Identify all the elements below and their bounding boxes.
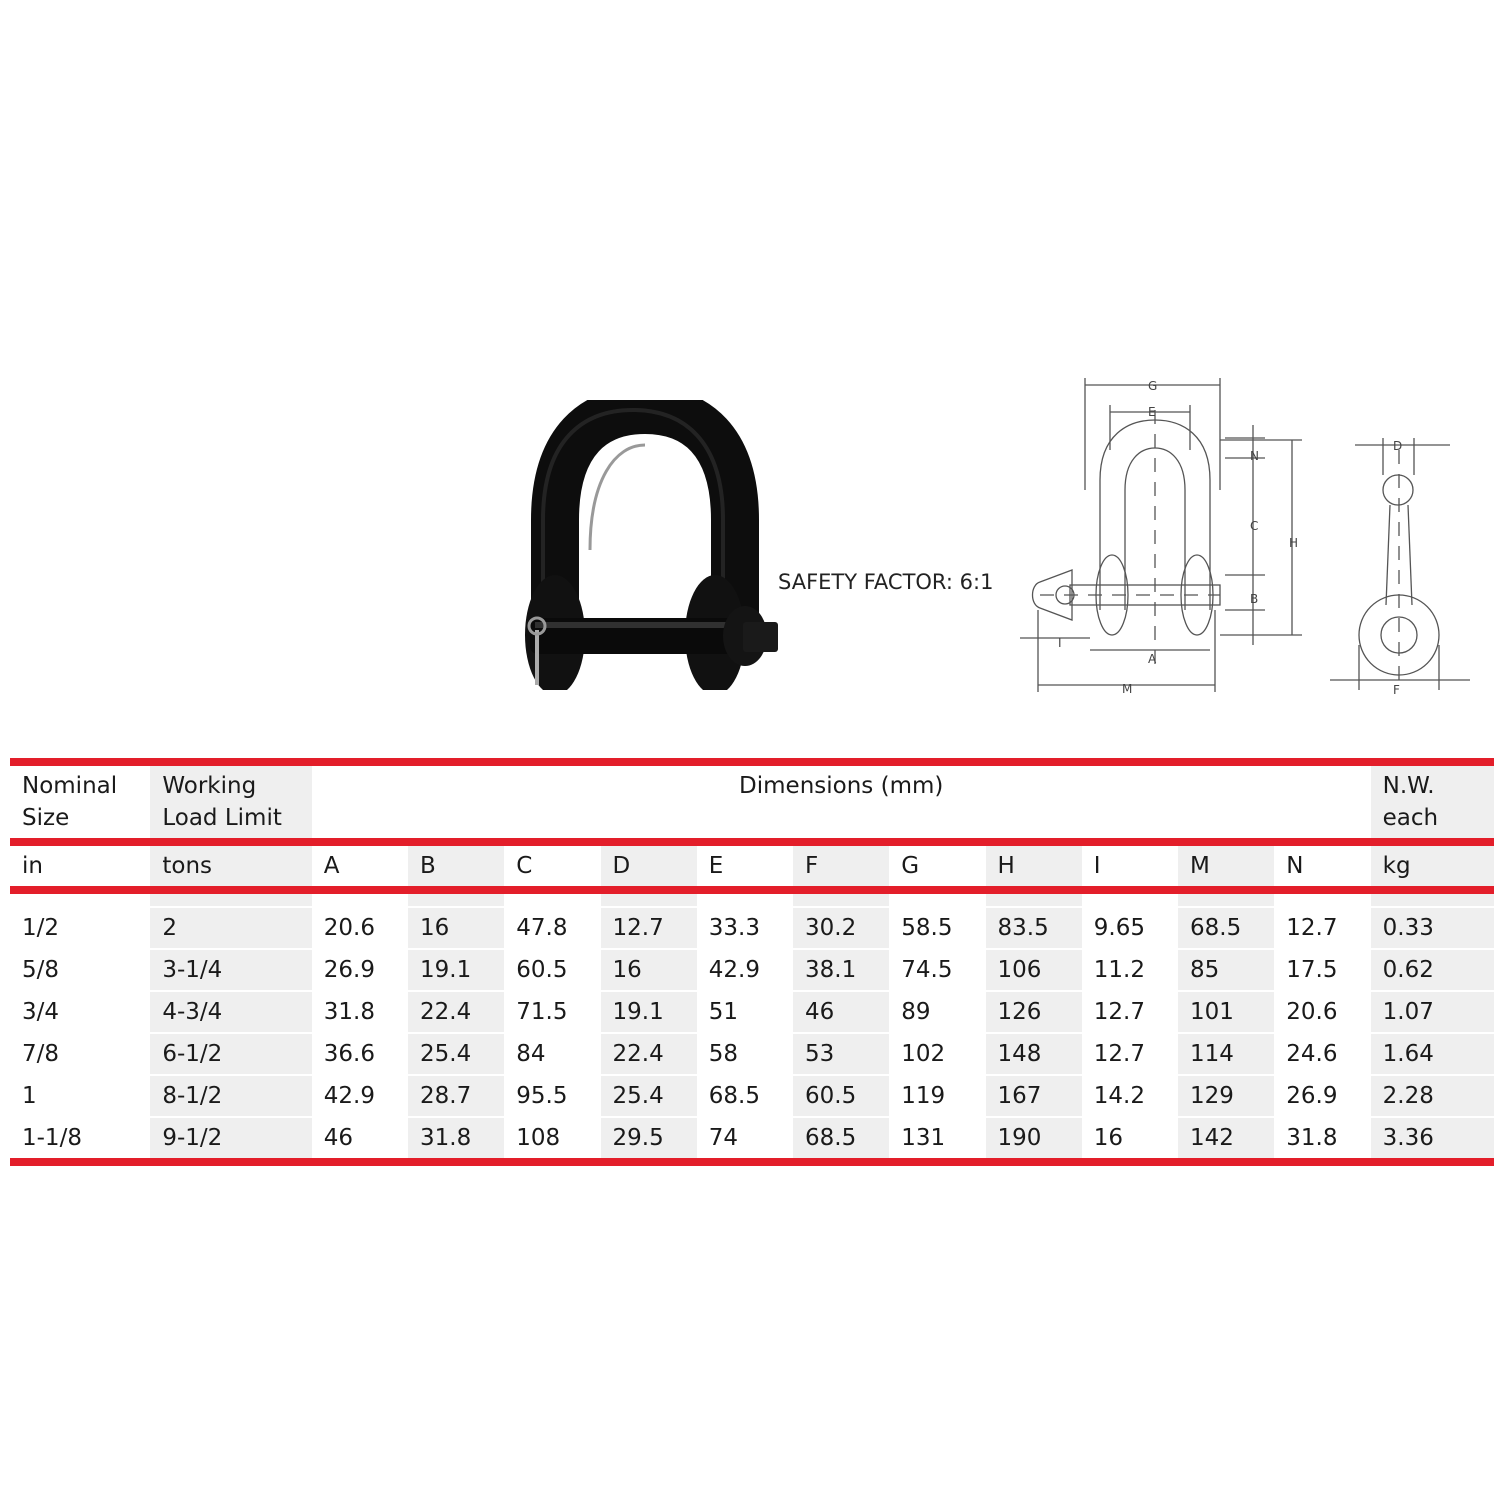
table-cell: 16 <box>601 949 697 991</box>
table-cell: 89 <box>889 991 985 1033</box>
table-cell: 9.65 <box>1082 907 1178 949</box>
table-cell: 22.4 <box>601 1033 697 1075</box>
header-separator <box>10 890 1494 907</box>
table-row <box>10 949 1494 991</box>
table-cell: 24.6 <box>1274 1033 1370 1075</box>
table-cell: 1.64 <box>1371 1033 1494 1075</box>
table-cell: 101 <box>1178 991 1274 1033</box>
table-cell: 126 <box>986 991 1082 1033</box>
table-cell: 131 <box>889 1117 985 1162</box>
table-cell: 84 <box>504 1033 600 1075</box>
header-working-load-limit: Working Load Limit <box>150 762 311 842</box>
product-figures <box>0 360 1500 700</box>
table-cell: 68.5 <box>1178 907 1274 949</box>
unit-cell: in <box>10 842 150 890</box>
table-cell: 31.8 <box>408 1117 504 1162</box>
table-cell: 60.5 <box>504 949 600 991</box>
table-cell: 16 <box>408 907 504 949</box>
unit-cell: H <box>986 842 1082 890</box>
table-cell: 129 <box>1178 1075 1274 1117</box>
table-cell: 71.5 <box>504 991 600 1033</box>
table-cell: 95.5 <box>504 1075 600 1117</box>
table-cell: 28.7 <box>408 1075 504 1117</box>
unit-cell: G <box>889 842 985 890</box>
table-body <box>10 907 1494 1162</box>
table-cell: 31.8 <box>312 991 408 1033</box>
table-cell: 47.8 <box>504 907 600 949</box>
unit-cell: C <box>504 842 600 890</box>
table-cell: 58 <box>697 1033 793 1075</box>
dim-label-d: D <box>1393 439 1403 453</box>
side-dimension-diagram <box>1320 430 1480 700</box>
dim-label-b: B <box>1250 592 1259 606</box>
unit-cell: E <box>697 842 793 890</box>
table-cell: 68.5 <box>697 1075 793 1117</box>
dim-label-m: M <box>1122 682 1133 696</box>
table-cell: 26.9 <box>312 949 408 991</box>
dim-label-a: A <box>1148 652 1157 666</box>
table-cell: 51 <box>697 991 793 1033</box>
header-nominal-size: Nominal Size <box>10 762 150 842</box>
safety-factor-label: SAFETY FACTOR: 6:1 <box>778 570 994 594</box>
header-row-titles <box>10 762 1494 842</box>
table-cell: 12.7 <box>1274 907 1370 949</box>
table-cell: 58.5 <box>889 907 985 949</box>
table-cell: 6-1/2 <box>150 1033 311 1075</box>
table-cell: 85 <box>1178 949 1274 991</box>
table-cell: 4-3/4 <box>150 991 311 1033</box>
table-cell: 60.5 <box>793 1075 889 1117</box>
table-cell: 74.5 <box>889 949 985 991</box>
table-cell: 74 <box>697 1117 793 1162</box>
table-cell: 3/4 <box>10 991 150 1033</box>
unit-cell: F <box>793 842 889 890</box>
dim-label-c: C <box>1250 519 1259 533</box>
table-cell: 2.28 <box>1371 1075 1494 1117</box>
table-cell: 142 <box>1178 1117 1274 1162</box>
specification-table <box>10 758 1494 1166</box>
dim-label-n: N <box>1250 449 1259 463</box>
table-cell: 0.33 <box>1371 907 1494 949</box>
unit-cell: kg <box>1371 842 1494 890</box>
table-cell: 3-1/4 <box>150 949 311 991</box>
table-cell: 0.62 <box>1371 949 1494 991</box>
header-dimensions: Dimensions (mm) <box>312 762 1371 842</box>
table-cell: 119 <box>889 1075 985 1117</box>
table-cell: 14.2 <box>1082 1075 1178 1117</box>
dim-label-i: I <box>1058 636 1062 650</box>
unit-cell: D <box>601 842 697 890</box>
table-cell: 190 <box>986 1117 1082 1162</box>
table-cell: 5/8 <box>10 949 150 991</box>
table-cell: 20.6 <box>1274 991 1370 1033</box>
table-cell: 1/2 <box>10 907 150 949</box>
table-cell: 114 <box>1178 1033 1274 1075</box>
table-cell: 16 <box>1082 1117 1178 1162</box>
table-cell: 42.9 <box>697 949 793 991</box>
table-cell: 25.4 <box>601 1075 697 1117</box>
table-cell: 46 <box>793 991 889 1033</box>
table-cell: 3.36 <box>1371 1117 1494 1162</box>
unit-cell: A <box>312 842 408 890</box>
table-cell: 9-1/2 <box>150 1117 311 1162</box>
table-cell: 68.5 <box>793 1117 889 1162</box>
header-net-weight: N.W. each <box>1371 762 1494 842</box>
unit-cell: N <box>1274 842 1370 890</box>
table-row <box>10 1075 1494 1117</box>
table-cell: 30.2 <box>793 907 889 949</box>
table-cell: 31.8 <box>1274 1117 1370 1162</box>
header-row-units <box>10 842 1494 890</box>
table-cell: 46 <box>312 1117 408 1162</box>
table-row <box>10 991 1494 1033</box>
dim-label-e: E <box>1148 405 1156 419</box>
table-cell: 83.5 <box>986 907 1082 949</box>
table-cell: 19.1 <box>601 991 697 1033</box>
table-cell: 29.5 <box>601 1117 697 1162</box>
unit-cell: B <box>408 842 504 890</box>
table-row <box>10 1117 1494 1162</box>
table-cell: 8-1/2 <box>150 1075 311 1117</box>
shackle-photo <box>515 400 780 690</box>
table-cell: 106 <box>986 949 1082 991</box>
table-cell: 7/8 <box>10 1033 150 1075</box>
unit-cell: I <box>1082 842 1178 890</box>
table-cell: 20.6 <box>312 907 408 949</box>
table-cell: 12.7 <box>1082 991 1178 1033</box>
table-cell: 38.1 <box>793 949 889 991</box>
table-cell: 17.5 <box>1274 949 1370 991</box>
table-cell: 53 <box>793 1033 889 1075</box>
table-cell: 26.9 <box>1274 1075 1370 1117</box>
table-row <box>10 907 1494 949</box>
table-cell: 33.3 <box>697 907 793 949</box>
dim-label-f: F <box>1393 683 1400 697</box>
table-cell: 42.9 <box>312 1075 408 1117</box>
table-cell: 1 <box>10 1075 150 1117</box>
table-cell: 1-1/8 <box>10 1117 150 1162</box>
table-cell: 25.4 <box>408 1033 504 1075</box>
table-cell: 36.6 <box>312 1033 408 1075</box>
table-cell: 12.7 <box>1082 1033 1178 1075</box>
table-cell: 167 <box>986 1075 1082 1117</box>
table-cell: 108 <box>504 1117 600 1162</box>
table-cell: 102 <box>889 1033 985 1075</box>
table-cell: 11.2 <box>1082 949 1178 991</box>
table-row <box>10 1033 1494 1075</box>
table-cell: 22.4 <box>408 991 504 1033</box>
table-cell: 12.7 <box>601 907 697 949</box>
unit-cell: tons <box>150 842 311 890</box>
front-dimension-diagram <box>1010 370 1310 700</box>
dim-label-g: G <box>1148 379 1158 393</box>
table-cell: 2 <box>150 907 311 949</box>
unit-cell: M <box>1178 842 1274 890</box>
table-cell: 148 <box>986 1033 1082 1075</box>
dim-label-h: H <box>1289 536 1299 550</box>
table-cell: 19.1 <box>408 949 504 991</box>
table-cell: 1.07 <box>1371 991 1494 1033</box>
